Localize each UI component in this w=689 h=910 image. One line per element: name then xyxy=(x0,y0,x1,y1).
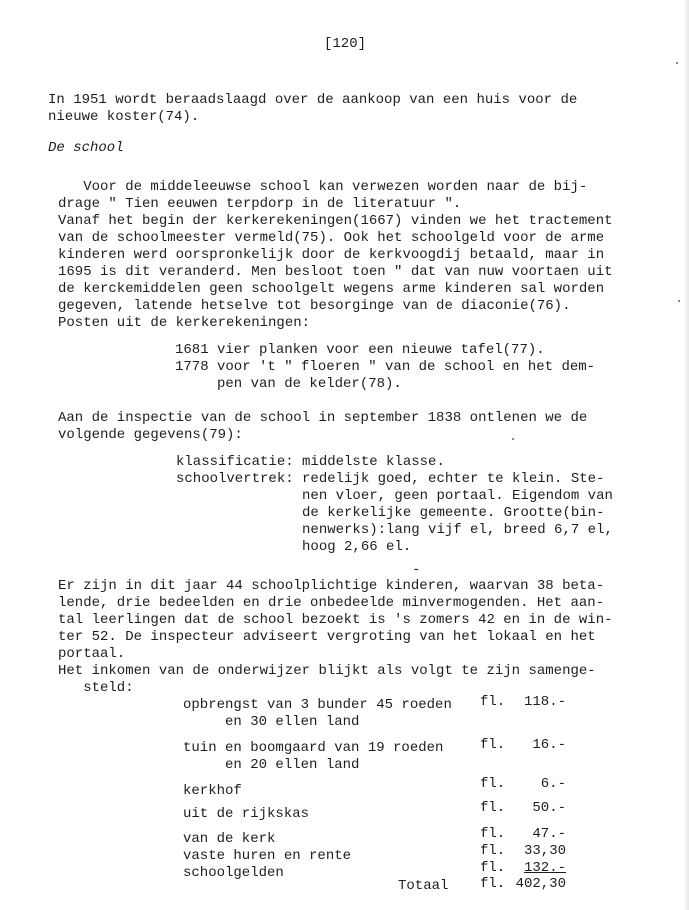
section-heading: De school xyxy=(48,140,124,156)
inspectie-line-2: schoolvertrek: redelijk goed, echter te klein. Ste- xyxy=(176,471,605,487)
inspectie-line-3: nen vloer, geen portaal. Eigendom van xyxy=(176,488,613,504)
posten-line-1: 1681 vier planken voor een nieuwe tafel(77). xyxy=(175,342,545,358)
para1-line-9: Posten uit de kerkerekeningen: xyxy=(58,315,311,331)
income-currency-3: fl. xyxy=(480,776,506,792)
income-amount-5: 47.- xyxy=(532,826,566,842)
income-label-1a: opbrengst van 3 bunder 45 roeden xyxy=(183,697,452,713)
para3-line-7: steld: xyxy=(58,680,134,696)
para3-line-5: portaal. xyxy=(58,646,126,662)
para3-line-4: ter 52. De inspecteur adviseert vergroting van het lokaal en het xyxy=(58,629,596,645)
para1-line-8: gegeven, latende hetselve tot besorginge van de diaconie(76). xyxy=(58,298,571,314)
income-currency-7: fl. xyxy=(480,860,506,876)
income-currency-6: fl. xyxy=(480,843,506,859)
intro-line-1: In 1951 wordt beraadslaagd over de aankoop van een huis voor de xyxy=(48,92,578,108)
income-label-5: van de kerk xyxy=(183,831,276,847)
para1-line-2: drage " Tien eeuwen terpdorp in de literatuur ". xyxy=(58,196,462,212)
income-amount-2: 16.- xyxy=(532,737,566,753)
page-number: [120] xyxy=(324,36,367,52)
posten-line-3: pen van de kelder(78). xyxy=(175,376,402,392)
para3-line-3: tal leerlingen dat de school bezoekt is 's zomers 42 en in de win- xyxy=(58,612,613,628)
para3-line-6: Het inkomen van de onderwijzer blijkt als volgt te zijn samenge- xyxy=(58,663,596,679)
income-total-label: Totaal xyxy=(398,878,449,894)
income-label-2a: tuin en boomgaard van 19 roeden xyxy=(183,740,444,756)
scan-speck xyxy=(676,62,678,64)
income-currency-1: fl. xyxy=(480,694,506,710)
para3-line-2: lende, drie bedeelden en drie onbedeelde minvermogenden. Het aan- xyxy=(58,595,605,611)
para1-line-3: Vanaf het begin der kerkerekeningen(1667) vinden we het tractement xyxy=(58,213,613,229)
income-amount-4: 50.- xyxy=(532,800,566,816)
income-label-7: schoolgelden xyxy=(183,865,284,881)
para1-line-5: kinderen werd oorspronkelijk door de kerkvoogdij betaald, maar in xyxy=(58,247,605,263)
income-label-3: kerkhof xyxy=(183,783,242,799)
inspectie-line-4: de kerkelijke gemeente. Grootte(bin- xyxy=(176,505,605,521)
income-total-amount: 402,30 xyxy=(515,876,566,892)
income-label-1b: en 30 ellen land xyxy=(183,714,360,730)
income-label-4: uit de rijkskas xyxy=(183,806,310,822)
para1-line-6: 1695 is dit veranderd. Men besloot toen " dat van nuw voortaen uit xyxy=(58,264,613,280)
para2-line-2: volgende gegevens(79): xyxy=(58,427,243,443)
income-label-6: vaste huren en rente xyxy=(183,848,352,864)
para1-line-7: de kerckemiddelen geen schoolgelt wegens arme kinderen sal worden xyxy=(58,281,605,297)
income-amount-1: 118.- xyxy=(523,694,566,710)
scan-speck xyxy=(678,300,680,302)
income-amount-3: 6.- xyxy=(540,776,566,792)
inspectie-line-1: klassificatie: middelste klasse. xyxy=(176,454,445,470)
income-currency-2: fl. xyxy=(480,737,506,753)
inspectie-line-5: nenwerks):lang vijf el, breed 6,7 el, xyxy=(176,522,613,538)
dash-mark: - xyxy=(412,562,421,578)
para1-line-1: Voor de middeleeuwse school kan verwezen worden naar de bij- xyxy=(58,179,588,195)
income-amount-6: 33,30 xyxy=(523,843,566,859)
intro-line-2: nieuwe koster(74). xyxy=(48,109,200,125)
income-amount-7: 132.- xyxy=(523,860,566,876)
scan-speck xyxy=(512,438,514,440)
para3-line-1: Er zijn in dit jaar 44 schoolplichtige kinderen, waarvan 38 beta- xyxy=(58,578,605,594)
income-currency-5: fl. xyxy=(480,826,506,842)
income-currency-4: fl. xyxy=(480,800,506,816)
para2-line-1: Aan de inspectie van de school in september 1838 ontlenen we de xyxy=(58,410,588,426)
income-total-currency: fl. xyxy=(480,876,506,892)
posten-line-2: 1778 voor 't " floeren " van de school en het dem- xyxy=(175,359,596,375)
para1-line-4: van de schoolmeester vermeld(75). Ook het schoolgeld voor de arme xyxy=(58,230,605,246)
income-label-2b: en 20 ellen land xyxy=(183,757,360,773)
scan-edge-shadow xyxy=(683,0,689,910)
inspectie-line-6: hoog 2,66 el. xyxy=(176,539,412,555)
